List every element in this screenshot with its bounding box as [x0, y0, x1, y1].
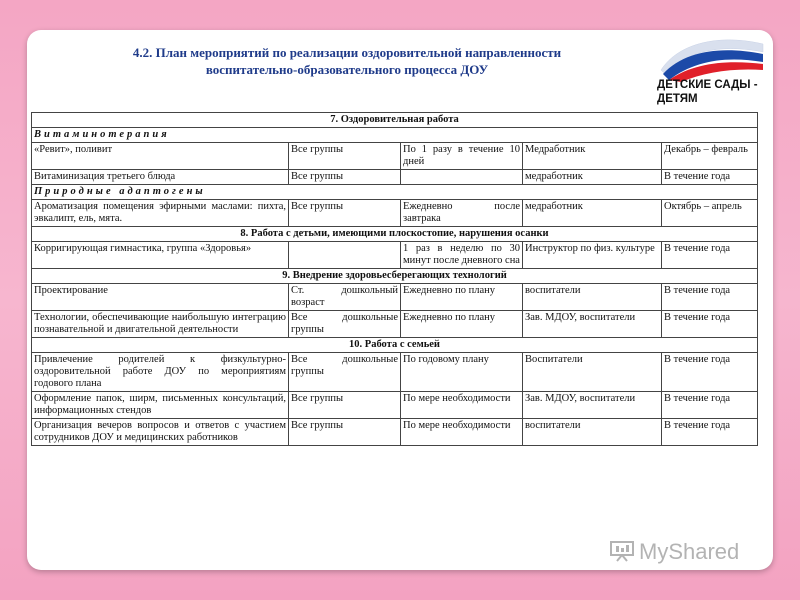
table-row	[32, 242, 758, 269]
slide	[27, 30, 773, 570]
cell-frequency: Ежедневно по плану	[401, 284, 523, 311]
title-line-2: воспитательно-образовательного процесса ДОУ	[205, 62, 489, 77]
cell-frequency: По мере необходимости	[401, 419, 523, 446]
section-header-row	[32, 338, 758, 353]
logo-line-1: ДЕТСКИЕ САДЫ -	[657, 79, 758, 91]
section-10-header: 10. Работа с семьей	[32, 338, 758, 353]
table-row	[32, 419, 758, 446]
cell-period: В течение года	[662, 311, 758, 338]
cell-period: Декабрь – февраль	[662, 143, 758, 170]
cell-period: В течение года	[662, 170, 758, 185]
cell-period: В течение года	[662, 353, 758, 392]
section-7-header: 7. Оздоровительная работа	[32, 113, 758, 128]
cell-period: В течение года	[662, 392, 758, 419]
cell-activity: Оформление папок, ширм, письменных консультаций, информационных стендов	[32, 392, 289, 419]
cell-frequency: Ежедневно после завтрака	[401, 200, 523, 227]
cell-responsible: воспитатели	[523, 419, 662, 446]
cell-responsible: воспитатели	[523, 284, 662, 311]
cell-period: В течение года	[662, 419, 758, 446]
cell-activity: «Ревит», поливит	[32, 143, 289, 170]
flag-swoosh-icon	[651, 34, 769, 82]
cell-period: Октябрь – апрель	[662, 200, 758, 227]
page-title	[67, 44, 627, 78]
cell-responsible: Воспитатели	[523, 353, 662, 392]
table-row	[32, 392, 758, 419]
cell-responsible: медработник	[523, 170, 662, 185]
cell-responsible: Зав. МДОУ, воспитатели	[523, 392, 662, 419]
cell-group: Все группы	[289, 419, 401, 446]
title-line-1: 4.2. План мероприятий по реализации оздоровительной направленности	[132, 45, 562, 60]
watermark-text: MyShared	[639, 539, 740, 564]
table-row	[32, 284, 758, 311]
cell-group: Ст. дошкольный возраст	[289, 284, 401, 311]
cell-frequency	[401, 170, 523, 185]
cell-period: В течение года	[662, 284, 758, 311]
plan-table	[31, 112, 758, 446]
section-header-row	[32, 227, 758, 242]
cell-activity: Привлечение родителей к физкультурно-оздоровительной работе ДОУ по мероприятиям годового плана	[32, 353, 289, 392]
table-row	[32, 143, 758, 170]
cell-group: Все группы	[289, 392, 401, 419]
subheader-row	[32, 185, 758, 200]
subheader-row	[32, 128, 758, 143]
presentation-board-icon	[609, 540, 635, 562]
cell-activity: Корригирующая гимнастика, группа «Здоровья»	[32, 242, 289, 269]
cell-period: В течение года	[662, 242, 758, 269]
cell-activity: Проектирование	[32, 284, 289, 311]
section-9-header: 9. Внедрение здоровьесберегающих технологий	[32, 269, 758, 284]
logo-text	[657, 78, 769, 106]
logo-line-2: ДЕТЯМ	[657, 93, 698, 105]
cell-frequency: 1 раз в неделю по 30 минут после дневного сна	[401, 242, 523, 269]
cell-frequency: По годовому плану	[401, 353, 523, 392]
cell-group: Все группы	[289, 170, 401, 185]
table-row	[32, 200, 758, 227]
cell-frequency: Ежедневно по плану	[401, 311, 523, 338]
section-8-header: 8. Работа с детьми, имеющими плоскостопие, нарушения осанки	[32, 227, 758, 242]
cell-activity: Витаминизация третьего блюда	[32, 170, 289, 185]
table-row	[32, 311, 758, 338]
subheader-vitamins: Витаминотерапия	[32, 128, 758, 143]
table-row	[32, 170, 758, 185]
watermark	[609, 538, 739, 566]
cell-responsible: Инструктор по физ. культуре	[523, 242, 662, 269]
cell-frequency: По 1 разу в течение 10 дней	[401, 143, 523, 170]
section-header-row	[32, 269, 758, 284]
cell-responsible: Зав. МДОУ, воспитатели	[523, 311, 662, 338]
subheader-adaptogens: Природные адаптогены	[32, 185, 758, 200]
cell-activity: Ароматизация помещения эфирными маслами: пихта, эвкалипт, ель, мята.	[32, 200, 289, 227]
cell-activity: Организация вечеров вопросов и ответов с участием сотрудников ДОУ и медицинских работников	[32, 419, 289, 446]
cell-group: Все дошкольные группы	[289, 311, 401, 338]
cell-activity: Технологии, обеспечивающие наибольшую интеграцию познавательной и двигательной деятельности	[32, 311, 289, 338]
cell-group: Все группы	[289, 143, 401, 170]
cell-responsible: Медработник	[523, 143, 662, 170]
cell-frequency: По мере необходимости	[401, 392, 523, 419]
cell-group: Все группы	[289, 200, 401, 227]
table-row	[32, 353, 758, 392]
cell-group	[289, 242, 401, 269]
cell-group: Все дошкольные группы	[289, 353, 401, 392]
cell-responsible: медработник	[523, 200, 662, 227]
section-header-row	[32, 113, 758, 128]
logo	[651, 34, 769, 116]
